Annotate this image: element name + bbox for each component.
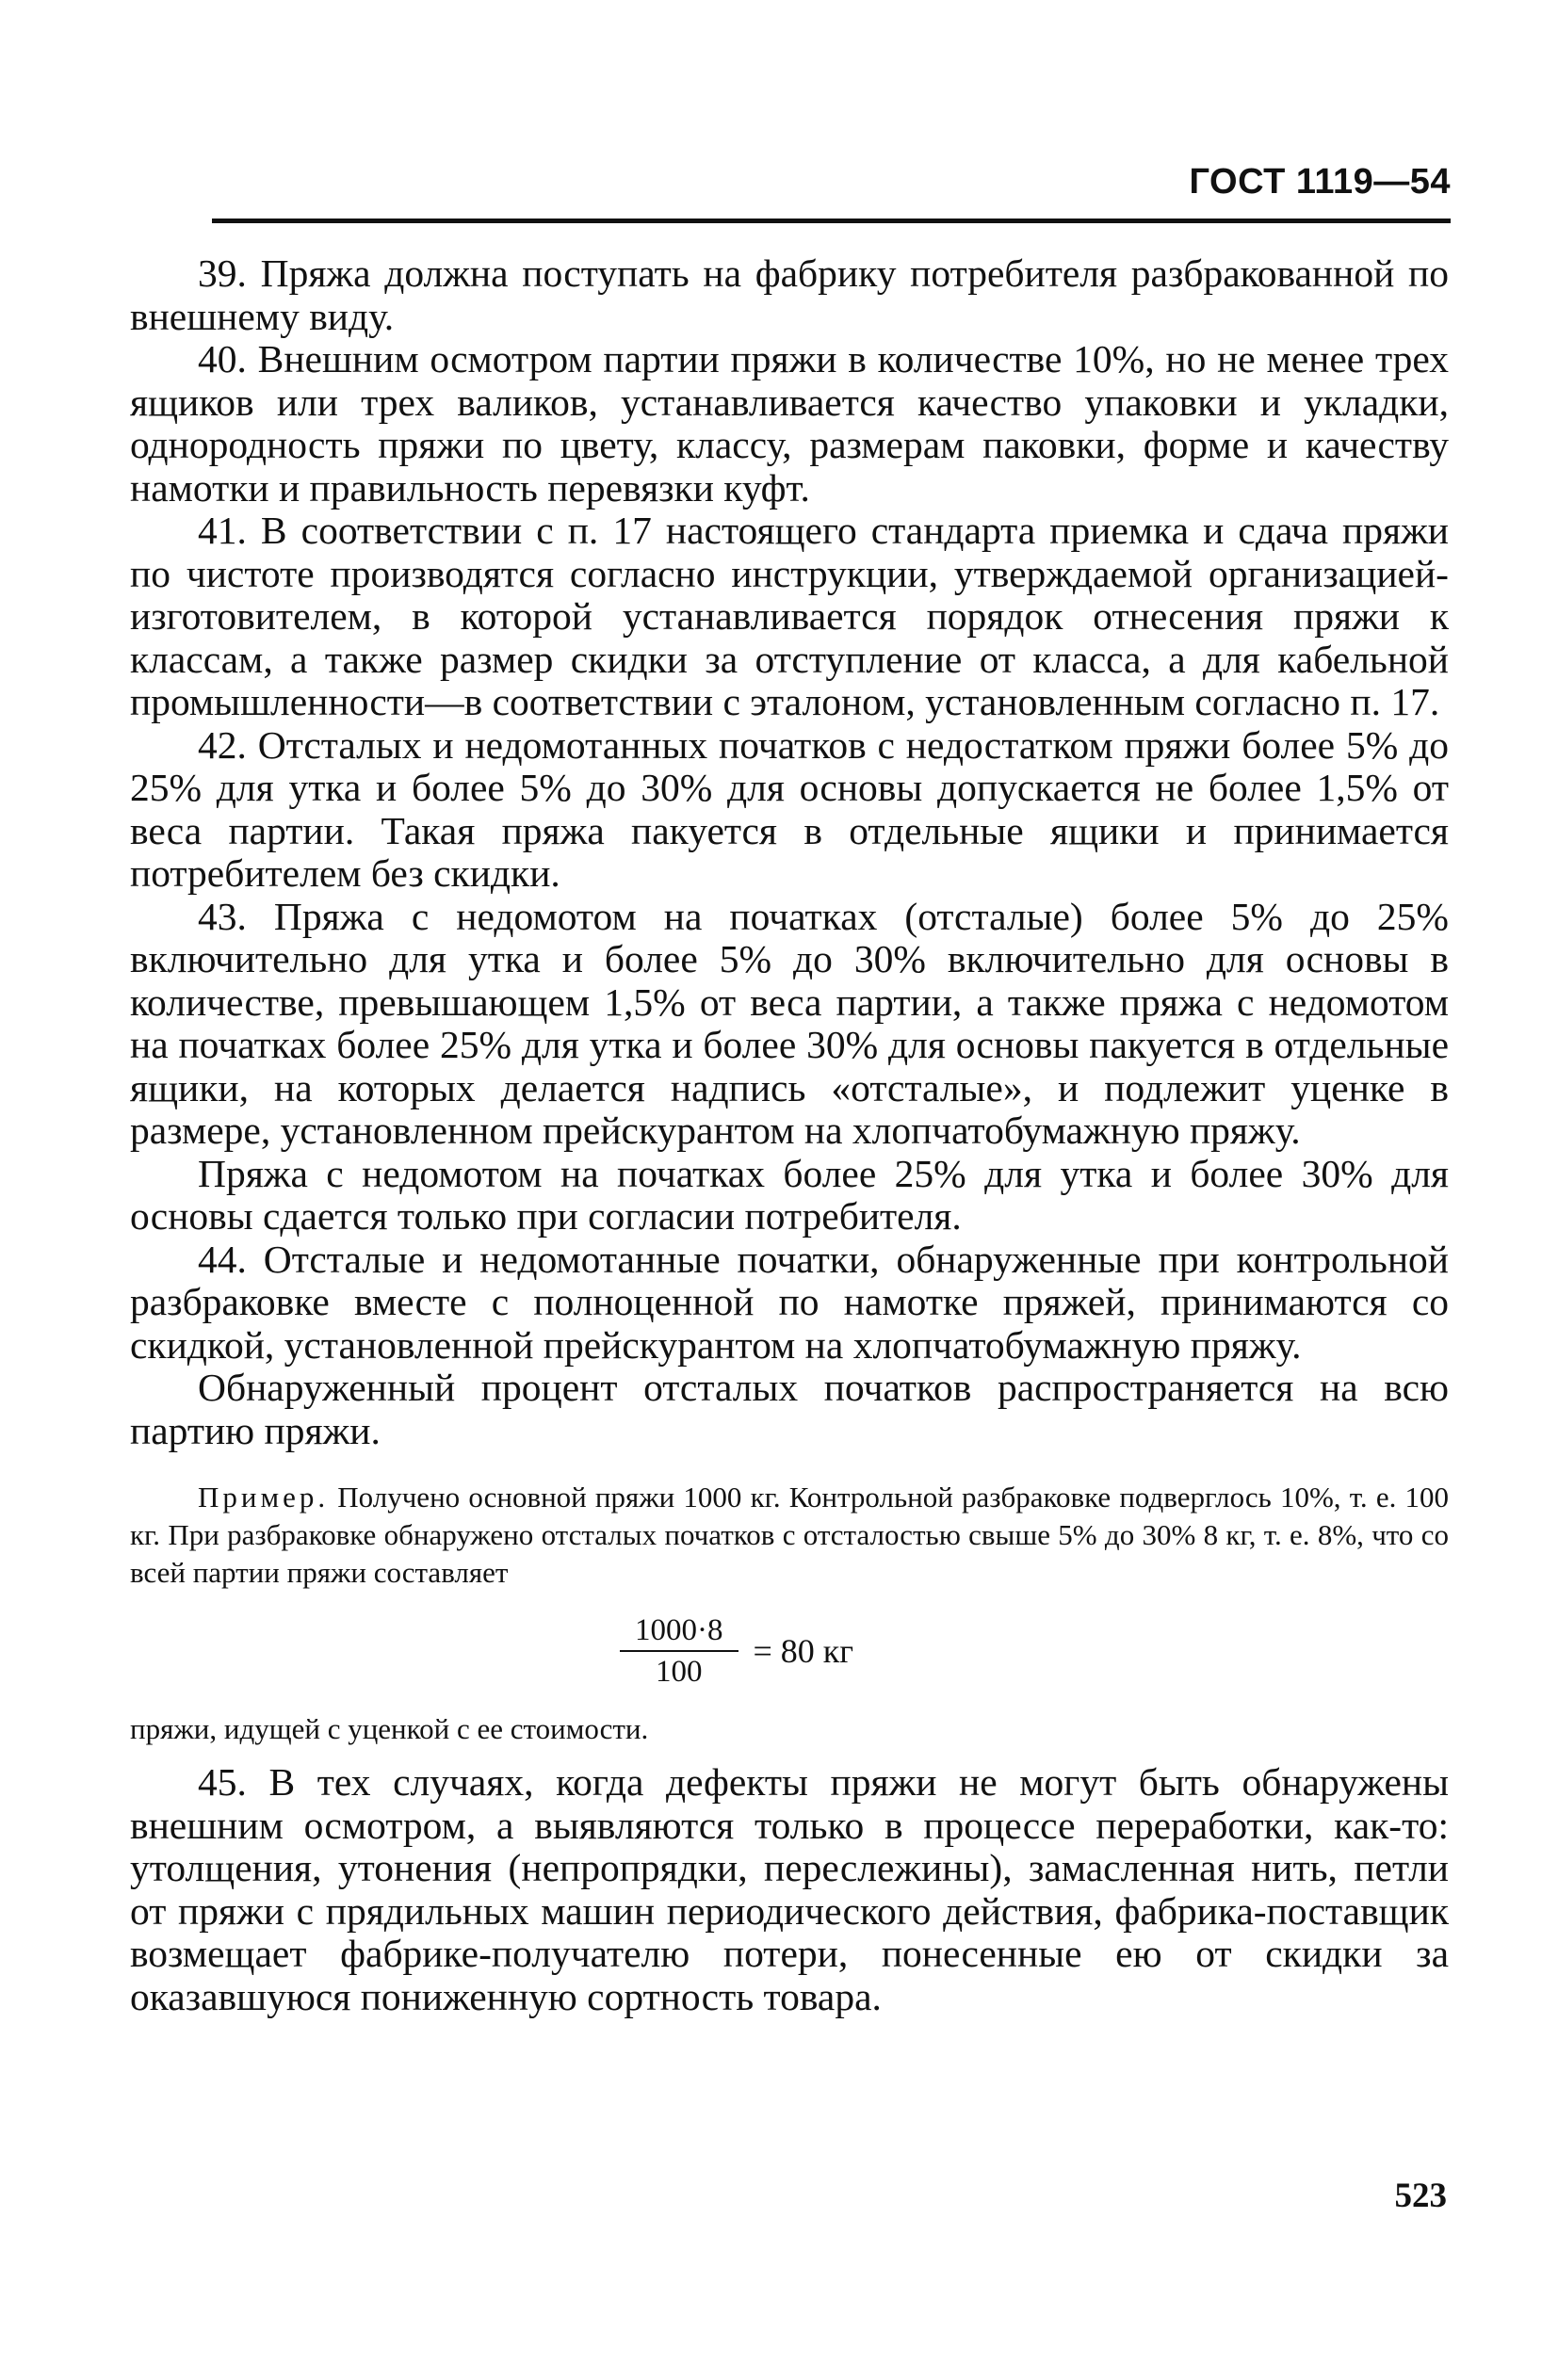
paragraph-40: 40. Внешним осмотром партии пряжи в количестве 10%, но не менее трех ящиков или трех валиков, устанавливается качество упаковки и укладки, однородность пряжи по цвету, классу, размерам паковки, форме и качеству намотки и правильность перевязки куфт. [130,337,1449,510]
formula-block [130,1605,1449,1710]
example-block [130,1479,1449,1592]
page-header [212,162,1451,228]
page-number: 523 [1394,2177,1447,2215]
example-after-formula: пряжи, идущей с уценкой с ее стоимости. [130,1712,649,1745]
paragraph-44: 44. Отсталые и недомотанные початки, обнаруженные при контрольной разбраковке вместе с полноценной по намотке пряжей, принимаются со скидкой, установленной прейскурантом на хлопчатобумажную пряжу. [130,1237,1449,1367]
paragraph-41: 41. В соответствии с п. 17 настоящего стандарта приемка и сдача пряжи по чистоте производятся согласно инструкции, утверждаемой организацией-изготовителем, в которой устанавливается порядок отнесения пряжи к классам, а также размер скидки за отступление от класса, а для кабельной промышленности—в соответствии с эталоном, установленным согласно п. 17. [130,509,1449,723]
formula [620,1611,853,1692]
standard-code: ГОСТ 1119—54 [1189,162,1451,202]
paragraph-42: 42. Отсталых и недомотанных початков с недостатком пряжи более 5% до 25% для утка и более 5% до 30% для основы допускается не более 1,5% от веса партии. Такая пряжа пакуется в отдельные ящики и принимается потребителем без скидки. [130,722,1449,895]
paragraph-43-continuation: Пряжа с недомотом на початках более 25% для утка и более 30% для основы сдается только при согласии потребителя. [130,1151,1449,1238]
formula-result: = 80 кг [753,1632,854,1670]
example-text: Получено основной пряжи 1000 кг. Контрольной разбраковке подверглось 10%, т. е. 100 кг. При разбраковке обнаружено отсталых початков с отсталостью свыше 5% до 30% 8 кг, т. е. 8%, что со всей партии пряжи составляет [130,1481,1449,1589]
paragraph-39: 39. Пряжа должна поступать на фабрику потребителя разбракованной по внешнему виду. [130,251,1449,338]
body-text [130,252,1449,2018]
fraction-numerator: 1000·8 [635,1613,723,1647]
paragraph-45: 45. В тех случаях, когда дефекты пряжи не могут быть обнаружены внешним осмотром, а выявляются только в процессе переработки, как-то: утолщения, утонения (непропрядки, переслежины), замасленная нить, петли от пряжи с прядильных машин периодического действия, фабрика-поставщик возмещает фабрике-получателю потери, понесенные ею от скидки за оказавшуюся пониженную сортность товара. [130,1760,1449,2018]
fraction-denominator: 100 [656,1655,703,1689]
fraction [620,1611,738,1692]
paragraph-44-continuation: Обнаруженный процент отсталых початков распространяется на всю партию пряжи. [130,1366,1449,1452]
header-rule [212,219,1451,223]
example-label: Пример. [198,1481,330,1514]
paragraph-43: 43. Пряжа с недомотом на початках (отсталые) более 5% до 25% включительно для утка и более 5% до 30% включительно для основы в количестве, превышающем 1,5% от веса партии, а также пряжа с недомотом на початках более 25% для утка и более 30% для основы пакуется в отдельные ящики, на которых делается надпись «отсталые», и подлежит уценке в размере, установленном прейскурантом на хлопчатобумажную пряжу. [130,894,1449,1152]
